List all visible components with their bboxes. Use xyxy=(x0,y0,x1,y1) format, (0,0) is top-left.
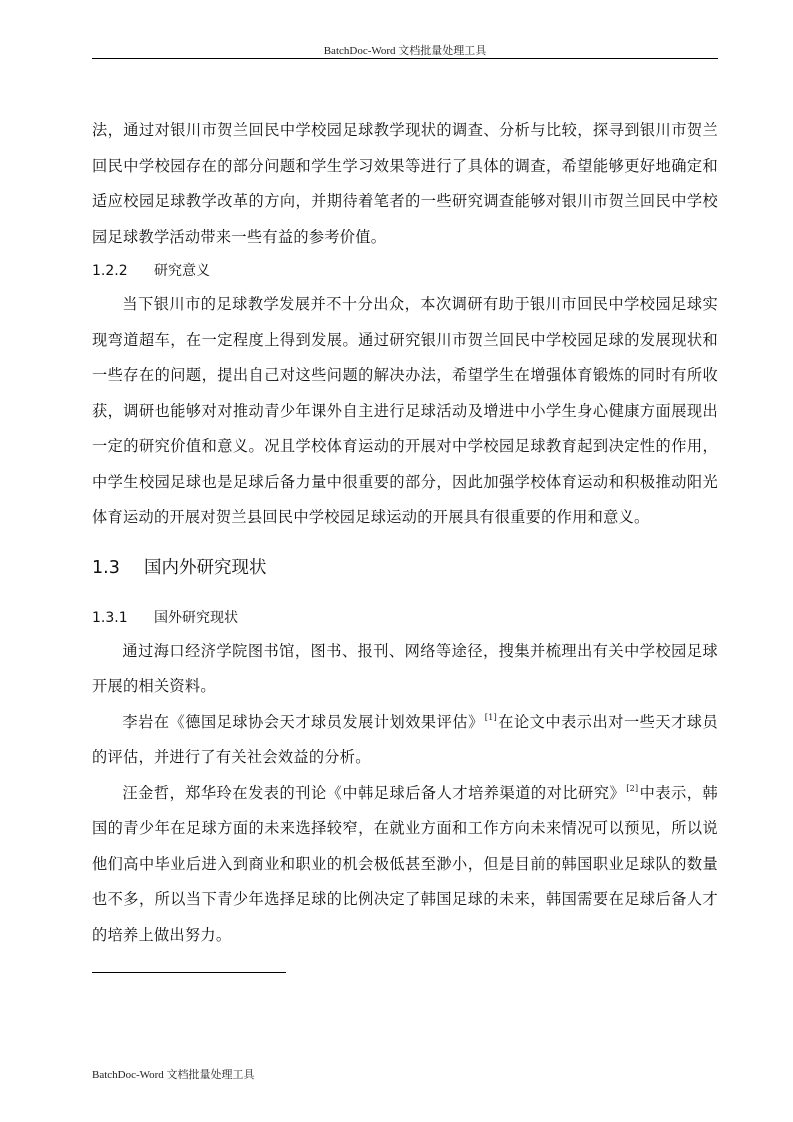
document-body xyxy=(92,113,718,953)
citation-ref-2[interactable]: [2] xyxy=(626,783,639,793)
paragraph-text: 李岩在《德国足球协会天才球员发展计划效果评估》 xyxy=(122,712,484,731)
paragraph-text: 在论文中表示出对一些天才球员的评估，并进行了有关社会效益的分析。 xyxy=(92,712,718,766)
paragraph-wang-jinzhe xyxy=(92,776,718,954)
paragraph-continuation: 法，通过对银川市贺兰回民中学校园足球教学现状的调查、分析与比较，探寻到银川市贺兰回民中学校园存在的部分问题和学生学习效果等进行了具体的调查，希望能够更好地确定和适应校园足球教学改革的方向，并期待着笔者的一些研究调查能够对银川市贺兰回民中学校园足球教学活动带来一些有益的参考价值。 xyxy=(92,121,718,246)
paragraph-li-yan xyxy=(92,705,718,776)
heading-title: 研究意义 xyxy=(154,263,210,279)
heading-1-3-1 xyxy=(92,602,718,634)
page-header: BatchDoc-Word 文档批量处理工具 xyxy=(323,45,487,57)
paragraph-text: 中表示，韩国的青少年在足球方面的未来选择较窄，在就业方面和工作方向未来情况可以预见，所以说他们高中毕业后进入到商业和职业的机会极低甚至渺小，但是目前的韩国职业足球队的数量也不多，所以当下青少年选择足球的比例决定了韩国足球的未来，韩国需要在足球后备人才的培养上做出努力。 xyxy=(92,783,719,944)
heading-title: 国外研究现状 xyxy=(154,609,238,626)
heading-number: 1.3.1 xyxy=(92,609,128,626)
header-rule xyxy=(92,58,718,59)
heading-1-2-2 xyxy=(92,255,718,287)
paragraph-text: 汪金哲，郑华玲在发表的刊论《中韩足球后备人才培养渠道的对比研究》 xyxy=(122,783,626,802)
heading-1-3 xyxy=(92,548,718,588)
page-footer: BatchDoc-Word 文档批量处理工具 xyxy=(92,1069,255,1081)
heading-number: 1.2.2 xyxy=(92,263,128,279)
paragraph-sources: 通过海口经济学院图书馆，图书、报刊、网络等途径，搜集并梳理出有关中学校园足球开展的相关资料。 xyxy=(92,641,718,695)
footnote-separator xyxy=(92,972,286,973)
heading-number: 1.3 xyxy=(92,557,120,578)
paragraph-research-significance: 当下银川市的足球教学发展并不十分出众，本次调研有助于银川市回民中学校园足球实现弯道超车，在一定程度上得到发展。通过研究银川市贺兰回民中学校园足球的发展现状和一些存在的问题，提出自己对这些问题的解决办法，希望学生在增强体育锻炼的同时有所收获，调研也能够对对推动青少年课外自主进行足球活动及增进中小学生身心健康方面展现出一定的研究价值和意义。况且学校体育运动的开展对中学校园足球教育起到决定性的作用，中学生校园足球也是足球后备力量中很重要的部分，因此加强学校体育运动和积极推动阳光体育运动的开展对贺兰县回民中学校园足球运动的开展具有很重要的作用和意义。 xyxy=(92,295,718,526)
heading-title: 国内外研究现状 xyxy=(144,557,267,578)
citation-ref-1[interactable]: [1] xyxy=(484,712,498,722)
